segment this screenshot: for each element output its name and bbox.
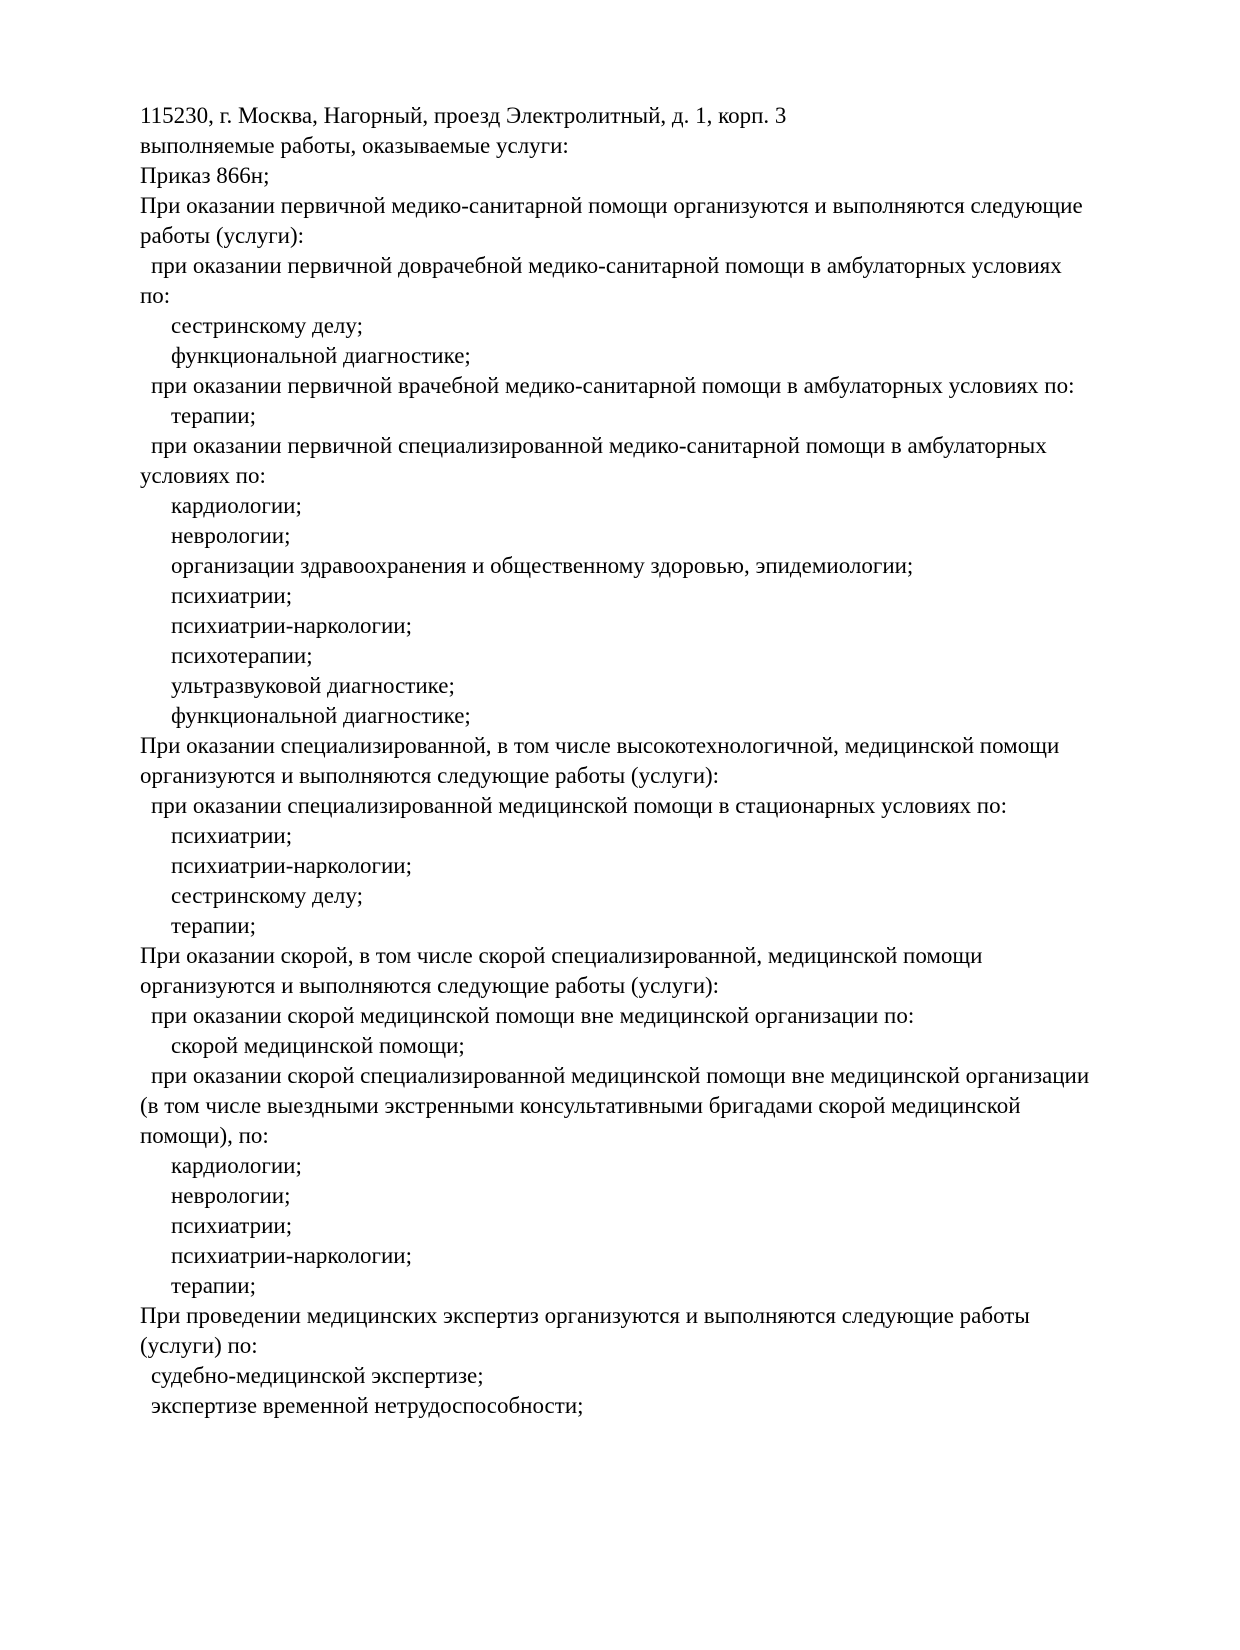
text-line: психиатрии-наркологии; bbox=[171, 853, 412, 878]
text-line: (в том числе выездными экстренными консультативными бригадами скорой медицинской bbox=[140, 1093, 1021, 1118]
text-line: неврологии; bbox=[171, 1183, 291, 1208]
text-line: терапии; bbox=[171, 403, 256, 428]
text-line: функциональной диагностике; bbox=[171, 703, 471, 728]
text-line: (услуги) по: bbox=[140, 1333, 258, 1358]
text-line: При оказании первичной медико-санитарной помощи организуются и выполняются следующие bbox=[140, 193, 1083, 218]
text-line: терапии; bbox=[171, 1273, 256, 1298]
text-line: сестринскому делу; bbox=[171, 313, 363, 338]
text-line: психиатрии; bbox=[171, 1213, 293, 1238]
text-line: при оказании скорой медицинской помощи вне медицинской организации по: bbox=[151, 1003, 915, 1028]
text-line: ультразвуковой диагностике; bbox=[171, 673, 455, 698]
text-line: При оказании специализированной, в том числе высокотехнологичной, медицинской помощи bbox=[140, 733, 1060, 758]
text-line: неврологии; bbox=[171, 523, 291, 548]
text-line: работы (услуги): bbox=[140, 223, 304, 248]
text-line: При проведении медицинских экспертиз организуются и выполняются следующие работы bbox=[140, 1303, 1030, 1328]
text-line: 115230, г. Москва, Нагорный, проезд Электролитный, д. 1, корп. 3 bbox=[140, 103, 787, 128]
text-line: скорой медицинской помощи; bbox=[171, 1033, 465, 1058]
text-line: при оказании специализированной медицинской помощи в стационарных условиях по: bbox=[151, 793, 1007, 818]
text-line: терапии; bbox=[171, 913, 256, 938]
text-line: организуются и выполняются следующие работы (услуги): bbox=[140, 973, 720, 998]
text-line: психиатрии-наркологии; bbox=[171, 613, 412, 638]
text-line: организуются и выполняются следующие работы (услуги): bbox=[140, 763, 720, 788]
text-line: кардиологии; bbox=[171, 1153, 302, 1178]
text-line: психиатрии; bbox=[171, 583, 293, 608]
text-line: психотерапии; bbox=[171, 643, 313, 668]
text-line: при оказании первичной врачебной медико-санитарной помощи в амбулаторных условиях по: bbox=[151, 373, 1075, 398]
text-line: психиатрии; bbox=[171, 823, 293, 848]
text-line: кардиологии; bbox=[171, 493, 302, 518]
text-line: Приказ 866н; bbox=[140, 163, 270, 188]
text-line: при оказании скорой специализированной медицинской помощи вне медицинской организации bbox=[151, 1063, 1090, 1088]
text-line: психиатрии-наркологии; bbox=[171, 1243, 412, 1268]
text-line: помощи), по: bbox=[140, 1123, 269, 1148]
license-works-services-text bbox=[140, 101, 1210, 1421]
text-line: условиях по: bbox=[140, 463, 266, 488]
text-line: организации здравоохранения и общественному здоровью, эпидемиологии; bbox=[171, 553, 914, 578]
text-line: функциональной диагностике; bbox=[171, 343, 471, 368]
text-line: при оказании первичной доврачебной медико-санитарной помощи в амбулаторных условиях bbox=[151, 253, 1062, 278]
text-line: экспертизе временной нетрудоспособности; bbox=[151, 1393, 584, 1418]
text-line: выполняемые работы, оказываемые услуги: bbox=[140, 133, 569, 158]
text-line: при оказании первичной специализированной медико-санитарной помощи в амбулаторных bbox=[151, 433, 1047, 458]
text-line: При оказании скорой, в том числе скорой специализированной, медицинской помощи bbox=[140, 943, 983, 968]
text-line: сестринскому делу; bbox=[171, 883, 363, 908]
text-line: судебно-медицинской экспертизе; bbox=[151, 1363, 484, 1388]
text-line: по: bbox=[140, 283, 171, 308]
